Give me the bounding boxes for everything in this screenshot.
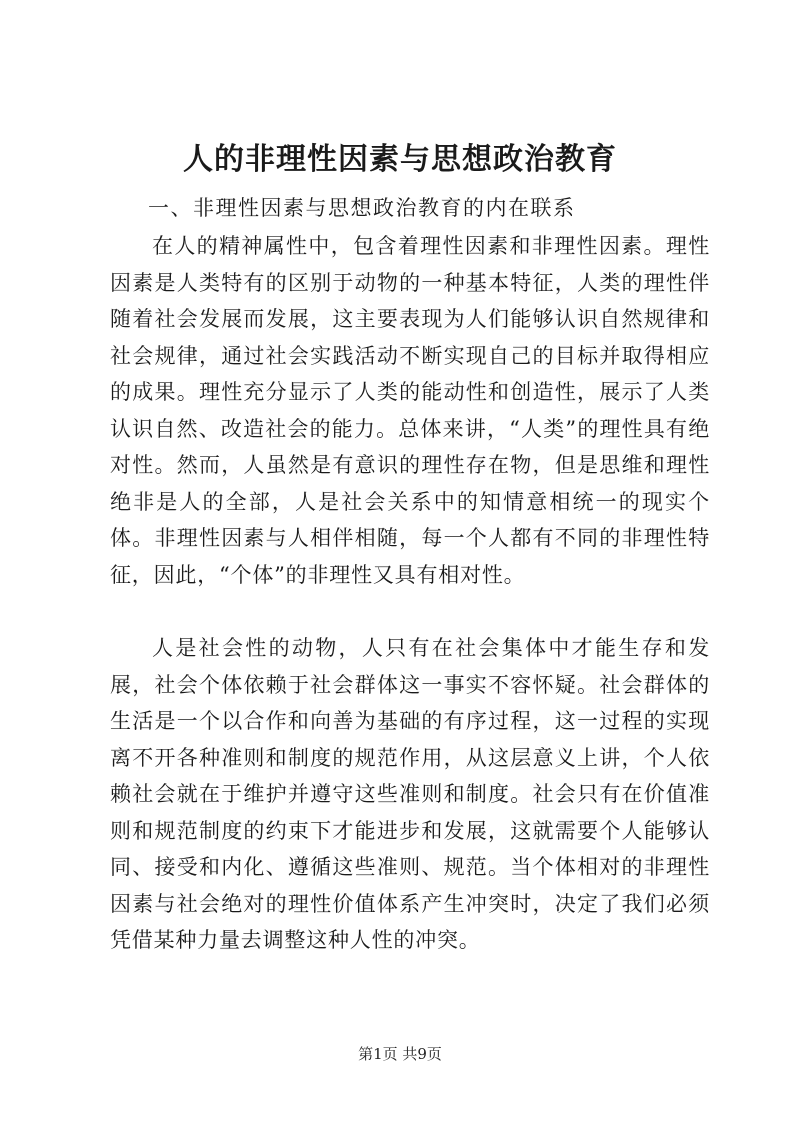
section-heading: 一、非理性因素与思想政治教育的内在联系 [148,196,576,220]
document-title: 人的非理性因素与思想政治教育 [183,142,617,177]
page-number-footer: 第1页 共9页 [358,1045,442,1063]
body-paragraph-2: 人是社会性的动物，人只有在社会集体中才能生存和发展，社会个体依赖于社会群体这一事实不容怀疑。社会群体的生活是一个以合作和向善为基础的有序过程，这一过程的实现离不开各种准则和制度的规范作用，从这层意义上讲，个人依赖社会就在于维护并遵守这些准则和制度。社会只有在价值准则和规范制度的约束下才能进步和发展，这就需要个人能够认同、接受和内化、遵循这些准则、规范。当个体相对的非理性因素与社会绝对的理性价值体系产生冲突时，决定了我们必须凭借某种力量去调整这种人性的冲突。 [110,636,710,952]
body-paragraph-1: 在人的精神属性中，包含着理性因素和非理性因素。理性因素是人类特有的区别于动物的一种基本特征，人类的理性伴随着社会发展而发展，这主要表现为人们能够认识自然规律和社会规律，通过社会实践活动不断实现自己的目标并取得相应的成果。理性充分显示了人类的能动性和创造性，展示了人类认识自然、改造社会的能力。总体来讲，“人类”的理性具有绝对性。然而，人虽然是有意识的理性存在物，但是思维和理性绝非是人的全部，人是社会关系中的知情意相统一的现实个体。非理性因素与人相伴相随，每一个人都有不同的非理性特征，因此，“个体”的非理性又具有相对性。 [110,234,710,587]
